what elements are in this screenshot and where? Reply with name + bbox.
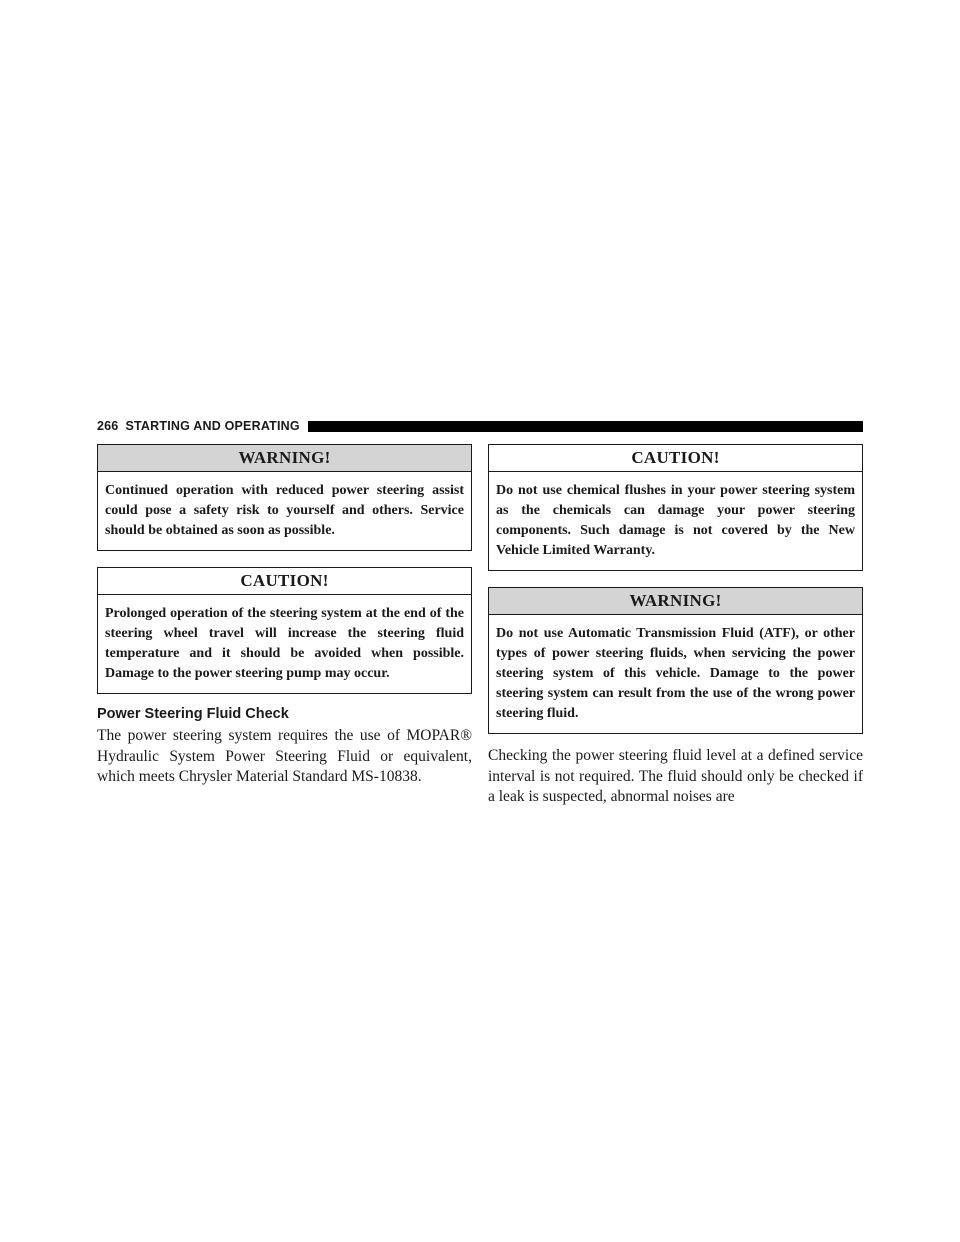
page-header [97, 418, 863, 434]
body-paragraph: Checking the power steering fluid level at a defined service interval is not required. The fluid should only be checked if a leak is suspected, abnormal noises are [488, 747, 863, 805]
section-title: STARTING AND OPERATING [125, 419, 300, 433]
warning-text: Do not use Automatic Transmission Fluid (ATF), or other types of power steering fluids, when servicing the power steering system of this vehicle. Damage to the power steering system can result from the use of the wrong power steering fluid. [496, 626, 855, 721]
caution-title: CAUTION! [98, 568, 471, 595]
section-heading: Power Steering Fluid Check [97, 706, 289, 722]
header-rule [308, 421, 863, 432]
left-column [97, 444, 472, 788]
warning-title: WARNING! [489, 588, 862, 615]
warning-title: WARNING! [98, 445, 471, 472]
warning-box [97, 444, 472, 551]
right-column [488, 444, 863, 808]
caution-box [488, 444, 863, 571]
body-paragraph: The power steering system requires the use of MOPAR® Hydraulic System Power Steering Fluid or equivalent, which meets Chrysler Material Standard MS-10838. [97, 727, 472, 785]
warning-text: Continued operation with reduced power steering assist could pose a safety risk to yourself and others. Service should be obtained as soon as possible. [105, 483, 464, 538]
caution-text: Prolonged operation of the steering system at the end of the steering wheel travel will increase the steering fluid temperature and it should be avoided when possible. Damage to the power steering pump may occur. [105, 606, 464, 681]
caution-title: CAUTION! [489, 445, 862, 472]
caution-box [97, 567, 472, 694]
page-number: 266 [97, 419, 119, 433]
warning-box [488, 587, 863, 734]
caution-text: Do not use chemical flushes in your power steering system as the chemicals can damage your power steering components. Such damage is not covered by the New Vehicle Limited Warranty. [496, 483, 855, 558]
